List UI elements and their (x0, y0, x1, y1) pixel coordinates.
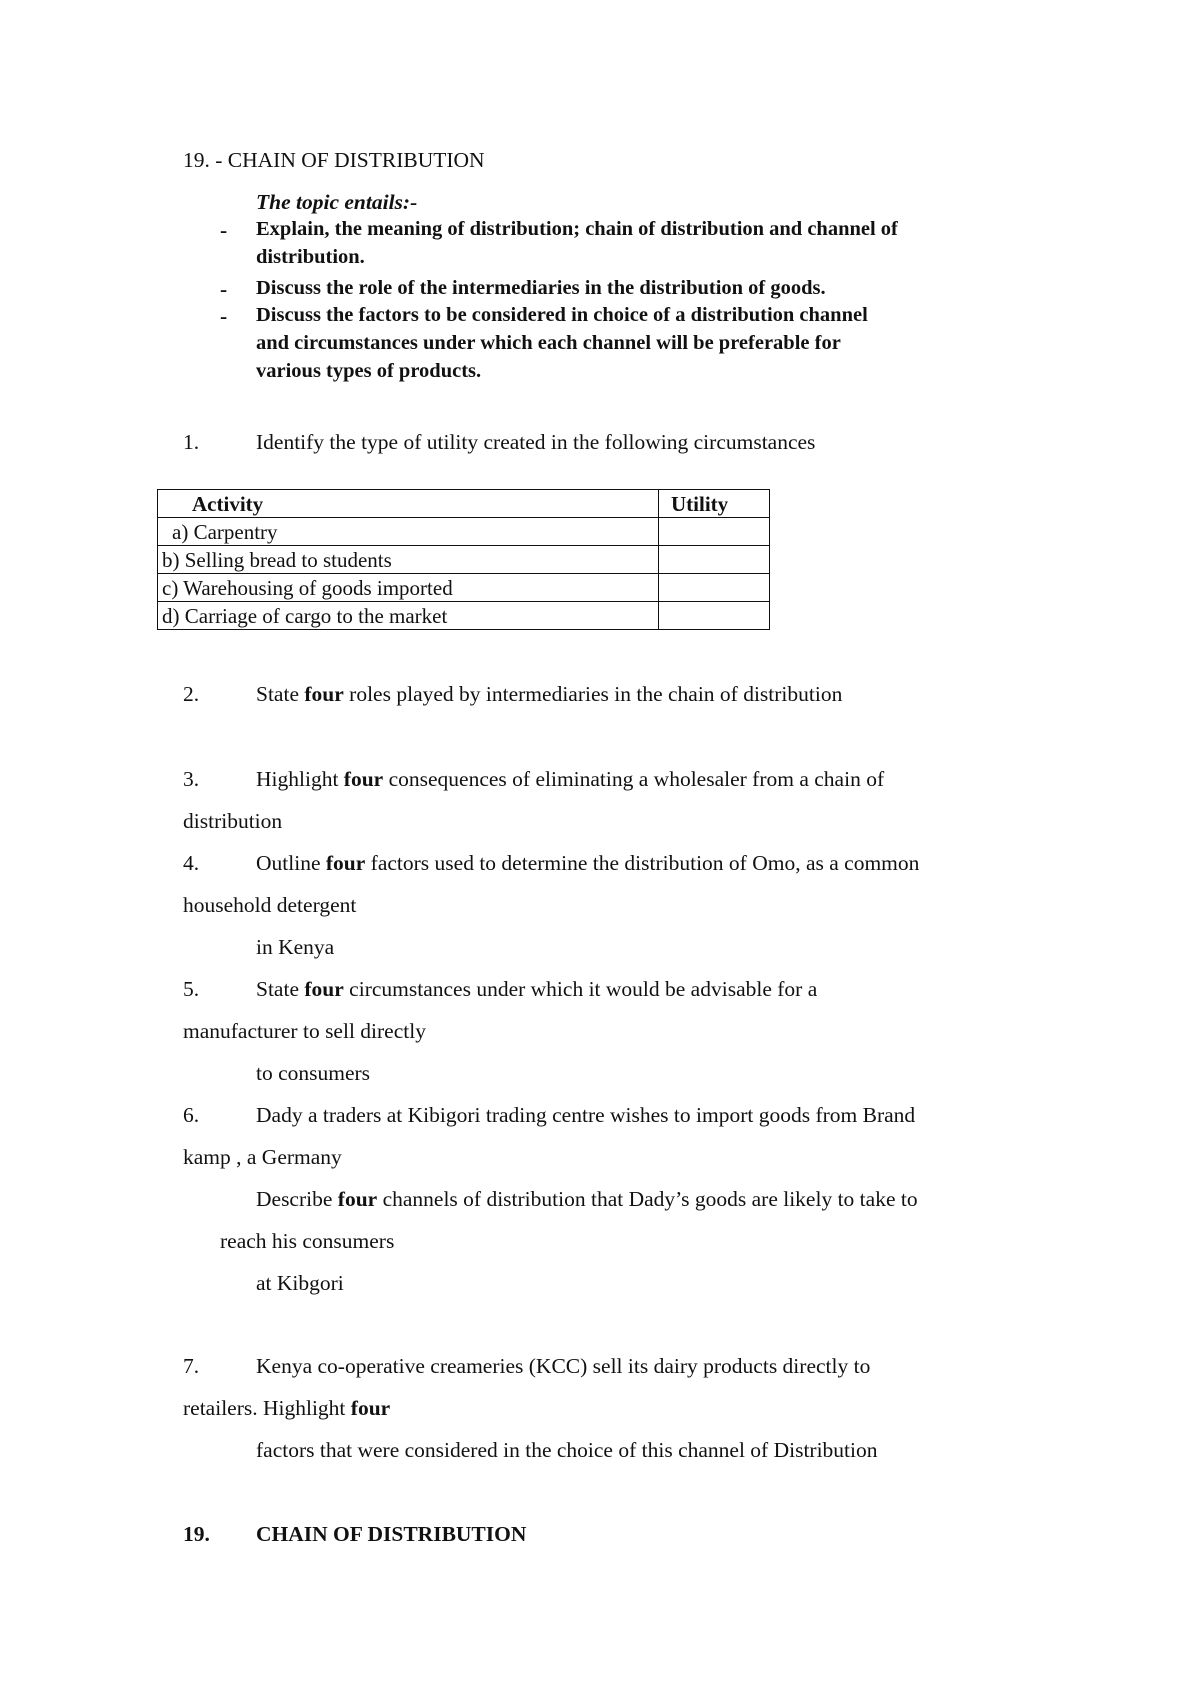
table-header-utility: Utility (659, 490, 770, 518)
question-text-continued: reach his consumers (220, 1229, 395, 1253)
table-cell-utility[interactable] (659, 574, 770, 602)
table-header-row (158, 490, 770, 518)
question-text: Highlight four consequences of eliminating a wholesaler from a chain of (256, 767, 885, 791)
question-text-continued: household detergent (183, 893, 357, 917)
question-text-continued: kamp , a Germany (183, 1145, 342, 1169)
question-text-continued: to consumers (256, 1061, 371, 1085)
table-cell-activity: b) Selling bread to students (158, 546, 659, 574)
question-text-continued: factors that were considered in the choice of this channel of Distribution (256, 1438, 878, 1462)
topic-dash: - (220, 277, 228, 301)
table-cell-utility[interactable] (659, 546, 770, 574)
table-row (158, 546, 770, 574)
question-text: Identify the type of utility created in the following circumstances (256, 430, 816, 454)
question-text: Outline four factors used to determine the distribution of Omo, as a common (256, 851, 920, 875)
question-text-continued: at Kibgori (256, 1271, 344, 1295)
utility-table (157, 489, 770, 630)
topic-intro: The topic entails:- (256, 190, 418, 214)
table-cell-utility[interactable] (659, 518, 770, 546)
topic-item-line: distribution. (256, 246, 365, 268)
topic-item-line: various types of products. (256, 360, 482, 382)
question-text-continued: manufacturer to sell directly (183, 1019, 426, 1043)
question-text: State four circumstances under which it would be advisable for a (256, 977, 818, 1001)
footer-section-number: 19. (183, 1522, 210, 1546)
question-text: Dady a traders at Kibigori trading centre wishes to import goods from Brand (256, 1103, 916, 1127)
question-text-continued: distribution (183, 809, 283, 833)
table-row (158, 602, 770, 630)
question-text: Kenya co-operative creameries (KCC) sell its dairy products directly to (256, 1354, 871, 1378)
question-number: 5. (183, 977, 200, 1001)
question-number: 3. (183, 767, 200, 791)
table-row (158, 518, 770, 546)
table-header-activity: Activity (158, 490, 659, 518)
footer-section-title: CHAIN OF DISTRIBUTION (256, 1522, 527, 1546)
table-row (158, 574, 770, 602)
question-number: 6. (183, 1103, 200, 1127)
question-number: 2. (183, 682, 200, 706)
topic-item-line: and circumstances under which each channel will be preferable for (256, 332, 841, 354)
question-text-continued: Describe four channels of distribution that Dady’s goods are likely to take to (256, 1187, 918, 1211)
question-text-continued: in Kenya (256, 935, 335, 959)
question-number: 4. (183, 851, 200, 875)
topic-item-line: Discuss the factors to be considered in choice of a distribution channel (256, 304, 868, 326)
section-title: 19. - CHAIN OF DISTRIBUTION (183, 148, 485, 172)
table-cell-activity: d) Carriage of cargo to the market (158, 602, 659, 630)
topic-dash: - (220, 304, 228, 328)
topic-item-line: Explain, the meaning of distribution; chain of distribution and channel of (256, 218, 898, 240)
topic-dash: - (220, 218, 228, 242)
question-text-continued: retailers. Highlight four (183, 1396, 391, 1420)
table-cell-utility[interactable] (659, 602, 770, 630)
question-text: State four roles played by intermediaries in the chain of distribution (256, 682, 843, 706)
question-number: 7. (183, 1354, 200, 1378)
topic-item-line: Discuss the role of the intermediaries in the distribution of goods. (256, 277, 826, 299)
table-cell-activity: a) Carpentry (158, 518, 659, 546)
table-cell-activity: c) Warehousing of goods imported (158, 574, 659, 602)
question-number: 1. (183, 430, 200, 454)
